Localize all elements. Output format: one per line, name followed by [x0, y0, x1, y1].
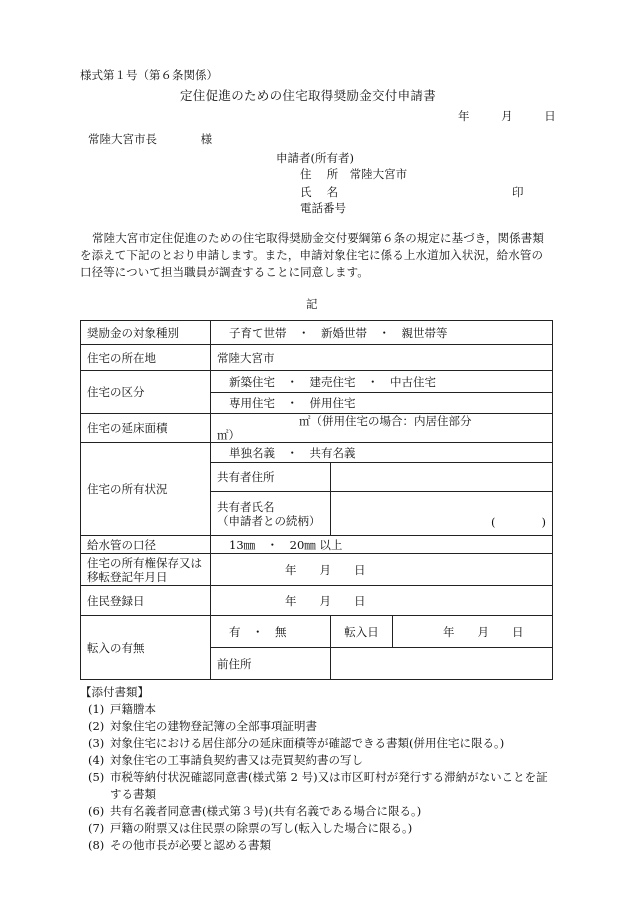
- registration-date-value[interactable]: 年 月 日: [211, 554, 553, 586]
- moving-in-date-value[interactable]: 年 月 日: [393, 616, 553, 648]
- applicant-phone: 電話番号: [300, 201, 346, 215]
- resident-registration-value[interactable]: 年 月 日: [211, 586, 553, 616]
- table-row: [81, 443, 553, 463]
- co-owner-name-value[interactable]: [331, 492, 553, 536]
- list-item: (7) 戸籍の附票又は住民票の除票の写し(転入した場合に限る。): [88, 821, 413, 835]
- ki-heading: 記: [306, 297, 318, 311]
- moving-in-label: 転入の有無: [81, 616, 211, 680]
- previous-address-label: 前住所: [211, 648, 331, 680]
- list-item: (2) 対象住宅の建物登記簿の全部事項証明書: [88, 719, 317, 733]
- table-row: [81, 554, 553, 586]
- house-category-options-2[interactable]: 専用住宅 ・ 併用住宅: [211, 393, 553, 414]
- moving-in-date-label: 転入日: [331, 616, 393, 648]
- table-row: [81, 414, 553, 443]
- relation-paren: ( ): [491, 515, 547, 529]
- list-item: (3) 対象住宅における居住部分の延床面積等が確認できる書類(併用住宅に限る。): [88, 736, 505, 750]
- document-title: 定住促進のための住宅取得奨励金交付申請書: [180, 88, 437, 103]
- form-number: 様式第１号（第６条関係）: [80, 68, 218, 82]
- relation-note: （申請者との続柄）: [217, 513, 321, 528]
- house-category-label: 住宅の区分: [81, 371, 211, 414]
- list-item: (8) その他市長が必要と認める書類: [88, 838, 271, 852]
- location-label: 住宅の所在地: [81, 345, 211, 371]
- table-row: [81, 321, 553, 345]
- grant-type-label: 奨励金の対象種別: [81, 321, 211, 345]
- floor-area-value[interactable]: [211, 414, 553, 443]
- attachments-heading: 【添付書類】: [80, 685, 149, 699]
- addressee: 常陸大宮市長 様: [88, 132, 213, 146]
- resident-registration-label: 住民登録日: [81, 586, 211, 616]
- moving-in-options[interactable]: 有 ・ 無: [211, 616, 331, 648]
- table-row: [81, 345, 553, 371]
- application-form-table: [80, 320, 553, 680]
- applicant-label: 申請者(所有者): [276, 151, 354, 165]
- table-row: [81, 536, 553, 554]
- list-item: (1) 戸籍謄本: [88, 702, 156, 716]
- grant-type-options[interactable]: 子育て世帯 ・ 新婚世帯 ・ 親世帯等: [211, 321, 553, 345]
- application-statement: 常陸大宮市定住促進のための住宅取得奨励金交付要綱第６条の規定に基づき，関係書類を添えて下記のとおり申請します。また，申請対象住宅に係る上水道加入状況，給水管の口径等について担当職員が調査することに同意します。: [80, 231, 544, 279]
- floor-area-note: （併用住宅の場合：内居住部分: [310, 414, 472, 428]
- location-value[interactable]: 常陸大宮市: [211, 345, 553, 371]
- previous-address-value[interactable]: [331, 648, 553, 680]
- pipe-diameter-label: 給水管の口径: [81, 536, 211, 554]
- house-category-options-1[interactable]: 新築住宅 ・ 建売住宅 ・ 中古住宅: [211, 371, 553, 393]
- list-item: (6) 共有名義者同意書(様式第３号)(共有名義である場合に限る。): [88, 804, 422, 818]
- co-owner-address-label: 共有者住所: [211, 463, 331, 492]
- co-owner-address-value[interactable]: [331, 463, 553, 492]
- sqm-unit: ㎡）: [217, 428, 240, 442]
- table-row: [81, 616, 553, 648]
- date-line: 年 月 日: [458, 109, 556, 123]
- sqm-unit: ㎡: [299, 414, 311, 428]
- table-row: [81, 371, 553, 393]
- list-item: (5) 市税等納付状況確認同意書(様式第 2 号)又は市区町村が発行する滞納がないことを証する書類: [88, 770, 548, 801]
- pipe-diameter-options[interactable]: 13㎜ ・ 20㎜ 以上: [211, 536, 553, 554]
- floor-area-label: 住宅の延床面積: [81, 414, 211, 443]
- table-row: [81, 586, 553, 616]
- list-item: (4) 対象住宅の工事請負契約書又は売買契約書の写し: [88, 753, 363, 767]
- registration-date-label: 住宅の所有権保存又は 移転登記年月日: [81, 554, 211, 586]
- co-owner-name-label: 共有者氏名 （申請者との続柄）: [211, 492, 331, 536]
- applicant-name: 氏 名: [300, 185, 339, 199]
- applicant-address: 住 所 常陸大宮市: [300, 167, 408, 181]
- attachments-list: [88, 701, 558, 854]
- ownership-options[interactable]: 単独名義 ・ 共有名義: [211, 443, 553, 463]
- ownership-label: 住宅の所有状況: [81, 443, 211, 536]
- seal-mark: 印: [512, 185, 524, 199]
